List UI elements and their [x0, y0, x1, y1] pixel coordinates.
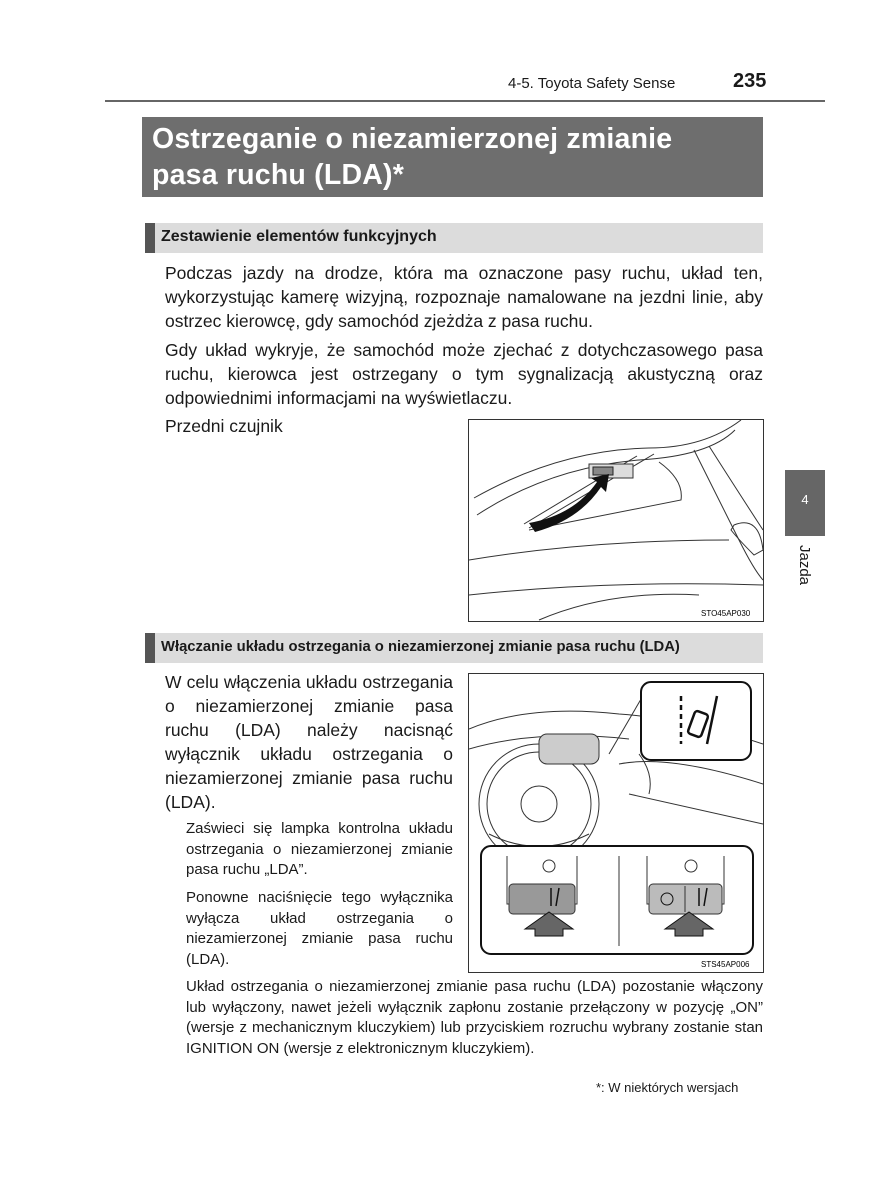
chapter-label-text: Jazda	[796, 545, 813, 586]
windshield-camera-illustration	[469, 420, 763, 621]
lda-indicator-callout	[641, 682, 751, 760]
footnote: *: W niektórych wersjach	[596, 1080, 739, 1095]
deactivation-note: Ponowne naciśnięcie tego wyłącznika wyłącza układ ostrzegania o niezamierzonej zmianie pasa ruchu (LDA).	[186, 889, 453, 968]
warning-paragraph: Gdy układ wykryje, że samochód może zjechać z dotychczasowego pasa ruchu, kierowca jest ostrzegany o tym sygnalizacją akustyczną oraz odpowiednimi informacjami na wyświetlaczu.	[165, 340, 763, 408]
lda-switch-figure	[468, 673, 764, 973]
indicator-note: Zaświeci się lampka kontrolna układu ostrzegania o niezamierzonej zmianie pasa ruchu „LDA”.	[186, 820, 453, 878]
figure-code-2: STS45AP006	[701, 960, 750, 969]
chapter-label	[785, 545, 825, 605]
title-line-1: Ostrzeganie o niezamierzonej zmianie	[152, 123, 673, 155]
persistence-paragraph: Układ ostrzegania o niezamierzonej zmianie pasa ruchu (LDA) pozostanie włączony lub wyłączony, nawet jeżeli wyłącznik zapłonu zostanie przełączony w pozycję „ON” (wersje z mechanicznym kluczykiem) lub przyciskiem rozruchu wybrany zostanie stan IGNITION ON (wersje z elektronicznym kluczykiem).	[186, 978, 763, 1057]
title-line-2: pasa ruchu (LDA)*	[152, 159, 405, 191]
header-rule	[105, 100, 825, 102]
page-number: 235	[733, 70, 767, 92]
figure-code: STO45AP030	[701, 609, 751, 618]
front-sensor-figure	[468, 419, 764, 622]
section-heading-activation: Włączanie układu ostrzegania o niezamierzonej zmianie pasa ruchu (LDA)	[145, 633, 763, 663]
chapter-tab[interactable]: 4	[785, 470, 825, 536]
steering-wheel-switch-illustration	[469, 674, 763, 972]
activation-paragraph: W celu włączenia układu ostrzegania o niezamierzonej zmianie pasa ruchu (LDA) należy nacisnąć wyłącznik układu ostrzegania o niezamierzonej zmianie pasa ruchu (LDA).	[165, 672, 453, 812]
section-heading-components: Zestawienie elementów funkcyjnych	[145, 223, 763, 253]
page-title	[142, 117, 763, 197]
running-header: 4-5. Toyota Safety Sense	[508, 75, 676, 92]
sensor-label: Przedni czujnik	[165, 416, 283, 436]
lda-switch-left	[509, 884, 575, 914]
intro-paragraph: Podczas jazdy na drodze, która ma oznaczone pasy ruchu, układ ten, wykorzystując kamerę wizyjną, rozpoznaje namalowane na jezdni linie, aby ostrzec kierowcę, gdy samochód zjeżdża z pasa ruchu.	[165, 263, 763, 331]
